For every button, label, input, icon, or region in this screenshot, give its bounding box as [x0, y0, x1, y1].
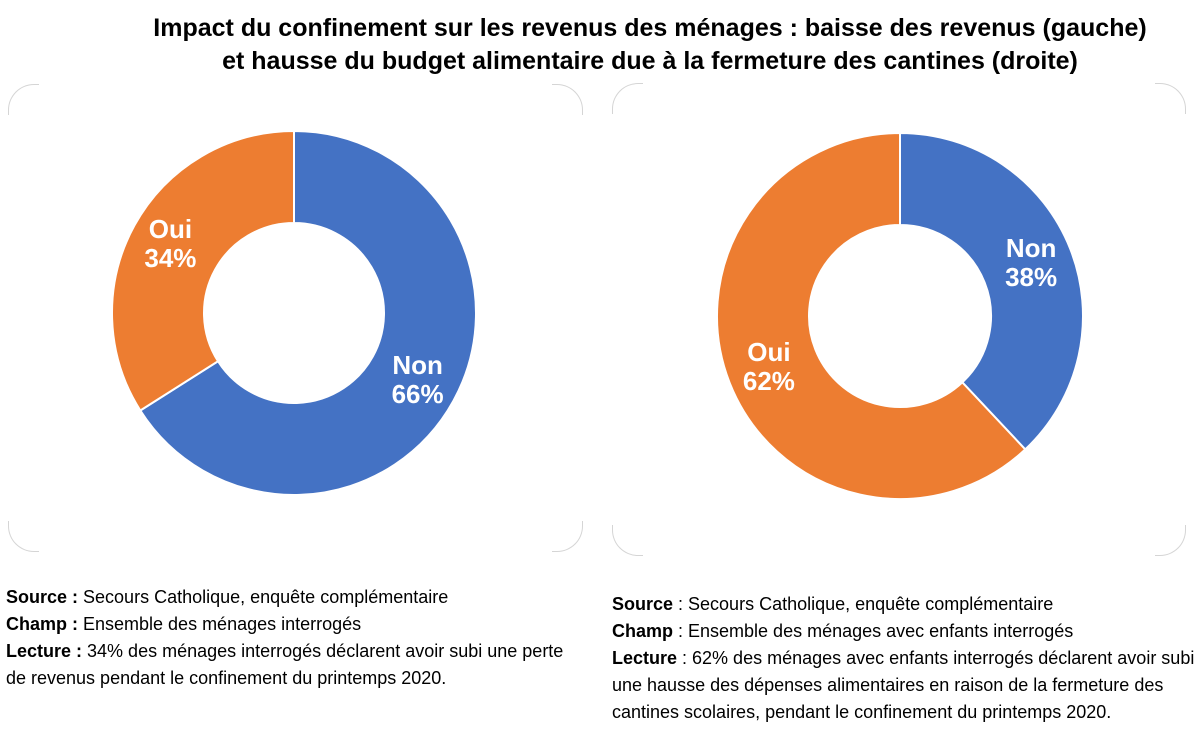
data-label-non: 66%: [391, 378, 444, 409]
chart-notes-left: [6, 584, 572, 692]
note-source: [612, 591, 1198, 618]
note-lecture-label: Lecture :: [6, 641, 83, 661]
donut-chart-right: [612, 83, 1186, 556]
note-source-label: Source: [612, 594, 674, 614]
figure-title: [102, 12, 1198, 78]
note-champ: [6, 611, 572, 638]
note-source-text: : Secours Catholique, enquête complémentaire: [673, 594, 1054, 614]
note-source-text: Secours Catholique, enquête complémentaire: [78, 587, 449, 607]
note-champ-label: Champ: [612, 621, 674, 641]
chart-card-right: [612, 83, 1186, 556]
note-source-label: Source :: [6, 587, 79, 607]
note-champ-text: : Ensemble des ménages avec enfants interrogés: [673, 621, 1074, 641]
data-label-oui: 62%: [742, 365, 795, 396]
data-label-oui: Oui: [747, 336, 791, 367]
data-label-non: Non: [1005, 233, 1057, 264]
note-lecture-text: : 62% des ménages avec enfants interrogés déclarent avoir subi une hausse des dépenses alimentaires en raison de la fermeture des cantines scolaires, pendant le confinement du printemps 2020.: [612, 648, 1195, 722]
chart-card-left: [8, 84, 583, 552]
note-champ-text: Ensemble des ménages interrogés: [78, 614, 362, 634]
note-lecture-label: Lecture: [612, 648, 678, 668]
data-label-oui: 34%: [144, 243, 197, 274]
chart-notes-right: [612, 591, 1198, 726]
figure-title-line-1: Impact du confinement sur les revenus des ménages : baisse des revenus (gauche): [153, 14, 1147, 42]
data-label-non: 38%: [1005, 262, 1058, 293]
note-lecture: [6, 638, 572, 692]
note-source: [6, 584, 572, 611]
data-label-non: Non: [392, 349, 443, 380]
figure-title-line-2: et hausse du budget alimentaire due à la fermeture des cantines (droite): [222, 47, 1078, 75]
donut-segment-oui: [112, 131, 294, 411]
donut-chart-left: [8, 84, 583, 552]
data-label-oui: Oui: [148, 214, 193, 245]
note-champ: [612, 618, 1198, 645]
note-champ-label: Champ :: [6, 614, 78, 634]
note-lecture-text: 34% des ménages interrogés déclarent avoir subi une perte de revenus pendant le confinement du printemps 2020.: [6, 641, 564, 688]
note-lecture: [612, 645, 1198, 726]
